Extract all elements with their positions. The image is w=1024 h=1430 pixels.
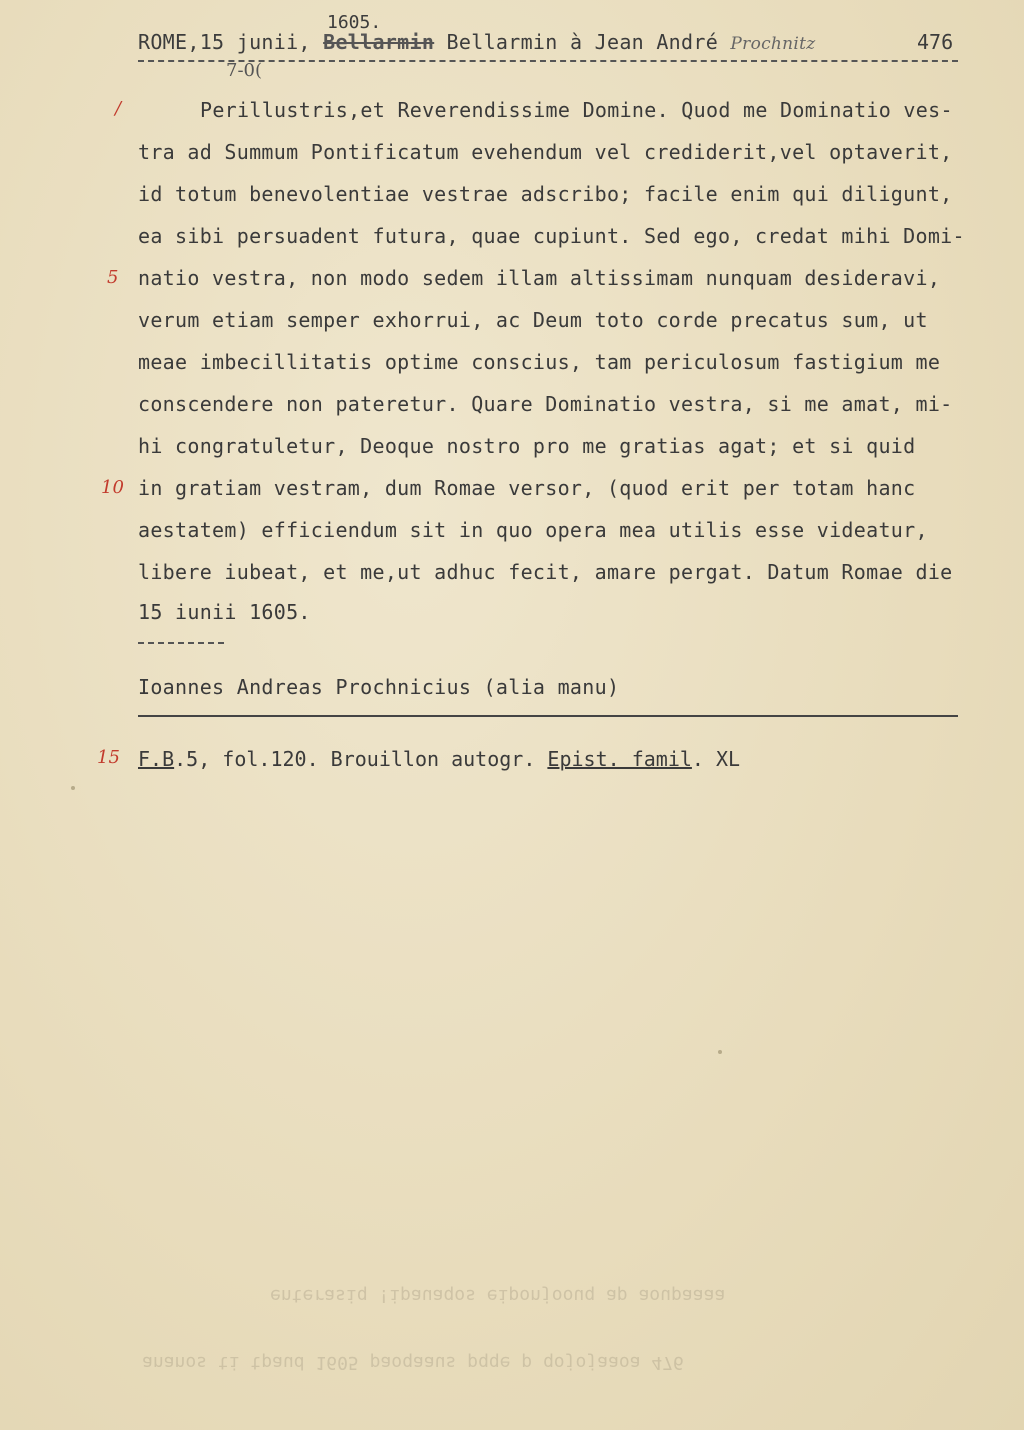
source-end: . XL (691, 747, 741, 771)
letter-line: tra ad Summum Pontificatum evehendum vel crediderit,vel optaverit, (138, 140, 953, 164)
letter-line: hi congratuletur, Deoque nostro pro me gratias agat; et si quid (138, 434, 916, 458)
page-number: 476 (917, 30, 954, 54)
source-note (138, 747, 740, 771)
letter-line: aestatem) efficiendum sit in quo opera mea utilis esse videatur, (138, 518, 928, 542)
letter-line: meae imbecillitatis optime conscius, tam periculosum fastigium me (138, 350, 941, 374)
source-epist: Epist. famil (547, 747, 692, 771)
signature-separator (138, 642, 224, 644)
source-folio: .5, fol.120. Brouillon autogr. (174, 747, 536, 771)
footer-rule (138, 715, 958, 717)
header-place-date: ROME,15 junii, (138, 30, 311, 54)
letter-line: verum etiam semper exhorrui, ac Deum toto corde precatus sum, ut (138, 308, 928, 332)
letter-line: Perillustris,et Reverendissime Domine. Quod me Dominatio ves- (200, 98, 953, 122)
margin-mark-1: / (115, 98, 122, 119)
letter-line: conscendere non pateretur. Quare Dominatio vestra, si me amat, mi- (138, 392, 953, 416)
letter-line: libere iubeat, et me,ut adhuc fecit, amare pergat. Datum Romae die (138, 560, 953, 584)
letter-line: id totum benevolentiae vestrae adscribo; facile enim qui diligunt, (138, 182, 953, 206)
header-year: 1605. (327, 12, 382, 33)
letter-line: 15 iunii 1605. (138, 600, 311, 624)
source-fb: F.B (138, 747, 175, 771)
show-through-line-1: enterasiq !ipauaqos eiponjoouq ap aoupaaaa (270, 1285, 726, 1306)
handwritten-note: 7-0( (226, 60, 263, 81)
letter-line: in gratiam vestram, dum Romae versor, (quod erit per totam hanc (138, 476, 916, 500)
margin-mark-10: 10 (101, 477, 124, 498)
show-through-line-2: ananos ti tpaud 1605 paoqaaus pqqe p qojojaaoa 476 (142, 1352, 684, 1373)
header-struck-word: Bellarmin (323, 30, 435, 54)
letter-line: ea sibi persuadent futura, quae cupiunt. Sed ego, credat mihi Domi- (138, 224, 965, 248)
paper-speck (71, 786, 75, 790)
margin-mark-15: 15 (97, 747, 120, 768)
letter-line: natio vestra, non modo sedem illam altissimam nunquam desideravi, (138, 266, 941, 290)
signature: Ioannes Andreas Prochnicius (alia manu) (138, 675, 620, 699)
header-handwritten-name: Prochnitz (730, 34, 816, 54)
header-line (138, 30, 816, 54)
paper-speck (718, 1050, 722, 1054)
header-title: Bellarmin à Jean André (446, 30, 719, 54)
margin-mark-5: 5 (107, 267, 119, 288)
